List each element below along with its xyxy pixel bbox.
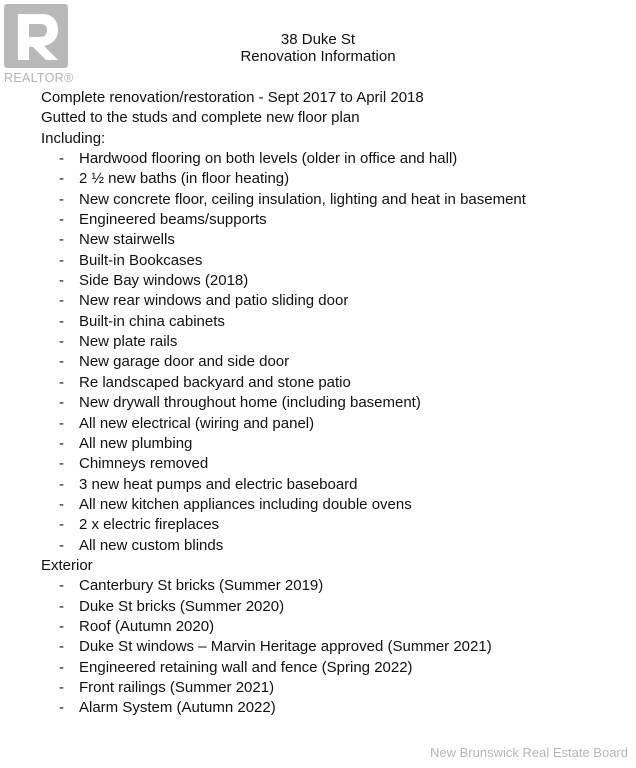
list-item-text: Chimneys removed bbox=[79, 455, 209, 473]
list-item bbox=[41, 393, 621, 413]
list-item bbox=[41, 434, 621, 454]
list-item-text: Built-in Bookcases bbox=[79, 251, 203, 269]
bullet-dash: - bbox=[59, 597, 64, 615]
list-item-text: Hardwood flooring on both levels (older in office and hall) bbox=[79, 150, 458, 168]
bullet-dash: - bbox=[59, 170, 64, 188]
bullet-dash: - bbox=[59, 373, 64, 391]
list-item-text: Front railings (Summer 2021) bbox=[79, 678, 275, 696]
list-item-text: New garage door and side door bbox=[79, 353, 290, 371]
bullet-dash: - bbox=[59, 251, 64, 269]
list-item bbox=[41, 536, 621, 556]
board-watermark: New Brunswick Real Estate Board bbox=[430, 745, 628, 760]
bullet-dash: - bbox=[59, 272, 64, 290]
list-item bbox=[41, 149, 621, 169]
list-item bbox=[41, 698, 621, 718]
bullet-dash: - bbox=[59, 638, 64, 656]
bullet-dash: - bbox=[59, 455, 64, 473]
list-item bbox=[41, 414, 621, 434]
list-item-text: Canterbury St bricks (Summer 2019) bbox=[79, 577, 324, 595]
list-item-text: New concrete floor, ceiling insulation, lighting and heat in basement bbox=[79, 190, 526, 208]
bullet-dash: - bbox=[59, 678, 64, 696]
bullet-dash: - bbox=[59, 211, 64, 229]
bullet-dash: - bbox=[59, 414, 64, 432]
exterior-heading: Exterior bbox=[41, 556, 93, 574]
bullet-dash: - bbox=[59, 475, 64, 493]
list-item-text: All new custom blinds bbox=[79, 536, 224, 554]
bullet-dash: - bbox=[59, 312, 64, 330]
list-item bbox=[41, 230, 621, 250]
list-item bbox=[41, 312, 621, 332]
list-item-text: 2 x electric fireplaces bbox=[79, 516, 220, 534]
list-item bbox=[41, 291, 621, 311]
list-item-text: All new electrical (wiring and panel) bbox=[79, 414, 315, 432]
bullet-dash: - bbox=[59, 190, 64, 208]
list-item-text: Side Bay windows (2018) bbox=[79, 272, 249, 290]
list-item bbox=[41, 576, 621, 596]
list-item-text: All new kitchen appliances including double ovens bbox=[79, 495, 412, 513]
list-item-text: Duke St windows – Marvin Heritage approved (Summer 2021) bbox=[79, 638, 492, 656]
list-item bbox=[41, 169, 621, 189]
list-item-text: Duke St bricks (Summer 2020) bbox=[79, 597, 285, 615]
list-item-text: Built-in china cabinets bbox=[79, 312, 225, 330]
document-subtitle: Renovation Information bbox=[240, 48, 396, 65]
list-item bbox=[41, 352, 621, 372]
bullet-dash: - bbox=[59, 333, 64, 351]
bullet-dash: - bbox=[59, 699, 64, 717]
bullet-dash: - bbox=[59, 231, 64, 249]
list-item bbox=[41, 617, 621, 637]
list-item bbox=[41, 678, 621, 698]
list-item bbox=[41, 658, 621, 678]
list-item-text: New rear windows and patio sliding door bbox=[79, 292, 349, 310]
renovation-list bbox=[41, 88, 621, 719]
list-item-text: Alarm System (Autumn 2022) bbox=[79, 699, 276, 717]
list-item bbox=[41, 251, 621, 271]
list-item-text: Re landscaped backyard and stone patio bbox=[79, 373, 351, 391]
bullet-dash: - bbox=[59, 150, 64, 168]
list-item bbox=[41, 190, 621, 210]
list-item-text: 3 new heat pumps and electric baseboard bbox=[79, 475, 358, 493]
list-item bbox=[41, 210, 621, 230]
list-item-text: New stairwells bbox=[79, 231, 175, 249]
list-item bbox=[41, 475, 621, 495]
bullet-dash: - bbox=[59, 658, 64, 676]
bullet-dash: - bbox=[59, 495, 64, 513]
bullet-dash: - bbox=[59, 292, 64, 310]
including-heading: Including: bbox=[41, 129, 106, 147]
intro-line: Gutted to the studs and complete new floor plan bbox=[41, 109, 360, 127]
list-item bbox=[41, 332, 621, 352]
list-item bbox=[41, 271, 621, 291]
list-item-text: All new plumbing bbox=[79, 434, 193, 452]
bullet-dash: - bbox=[59, 536, 64, 554]
bullet-dash: - bbox=[59, 516, 64, 534]
list-item-text: Engineered beams/supports bbox=[79, 211, 267, 229]
list-item-text: Roof (Autumn 2020) bbox=[79, 617, 215, 635]
list-item bbox=[41, 454, 621, 474]
document-title: 38 Duke St bbox=[280, 31, 356, 48]
bullet-dash: - bbox=[59, 394, 64, 412]
intro-line: Complete renovation/restoration - Sept 2017 to April 2018 bbox=[41, 89, 424, 106]
list-item-text: New drywall throughout home (including basement) bbox=[79, 394, 421, 412]
list-item bbox=[41, 373, 621, 393]
list-item-text: Engineered retaining wall and fence (Spring 2022) bbox=[79, 658, 413, 676]
list-item-text: 2 ½ new baths (in floor heating) bbox=[79, 170, 290, 188]
list-item bbox=[41, 597, 621, 617]
bullet-dash: - bbox=[59, 617, 64, 635]
list-item bbox=[41, 515, 621, 535]
list-item bbox=[41, 637, 621, 657]
bullet-dash: - bbox=[59, 353, 64, 371]
list-item bbox=[41, 495, 621, 515]
realtor-logo-text: REALTOR® bbox=[4, 71, 74, 85]
bullet-dash: - bbox=[59, 577, 64, 595]
list-item-text: New plate rails bbox=[79, 333, 178, 351]
bullet-dash: - bbox=[59, 434, 64, 452]
